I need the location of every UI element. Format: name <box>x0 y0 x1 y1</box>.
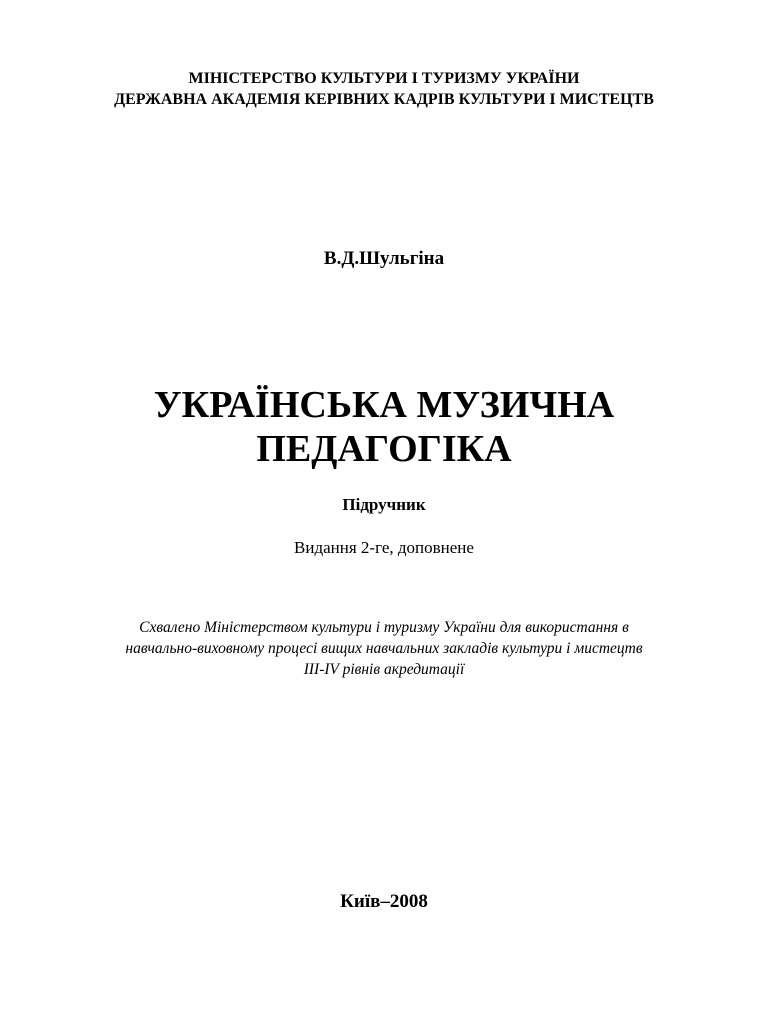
book-title-line-1: УКРАЇНСЬКА МУЗИЧНА <box>153 384 615 426</box>
approval-line-3: III-IV рівнів акредитації <box>303 661 465 678</box>
approval-line-2: навчально-виховному процесі вищих навчальних закладів культури і мистецтв <box>125 640 643 657</box>
approval-line-1: Схвалено Міністерством культури і туризму України для використання в <box>139 619 629 636</box>
author-name: В.Д.Шульгіна <box>323 248 445 269</box>
city-year: Київ–2008 <box>340 891 428 912</box>
academy-heading: ДЕРЖАВНА АКАДЕМІЯ КЕРІВНИХ КАДРІВ КУЛЬТУРИ І МИСТЕЦТВ <box>114 91 654 108</box>
book-title-line-2: ПЕДАГОГІКА <box>256 428 512 470</box>
edition-note: Видання 2-ге, доповнене <box>294 538 474 557</box>
document-type: Підручник <box>342 495 426 514</box>
ministry-heading: МІНІСТЕРСТВО КУЛЬТУРИ І ТУРИЗМУ УКРАЇНИ <box>188 70 580 87</box>
